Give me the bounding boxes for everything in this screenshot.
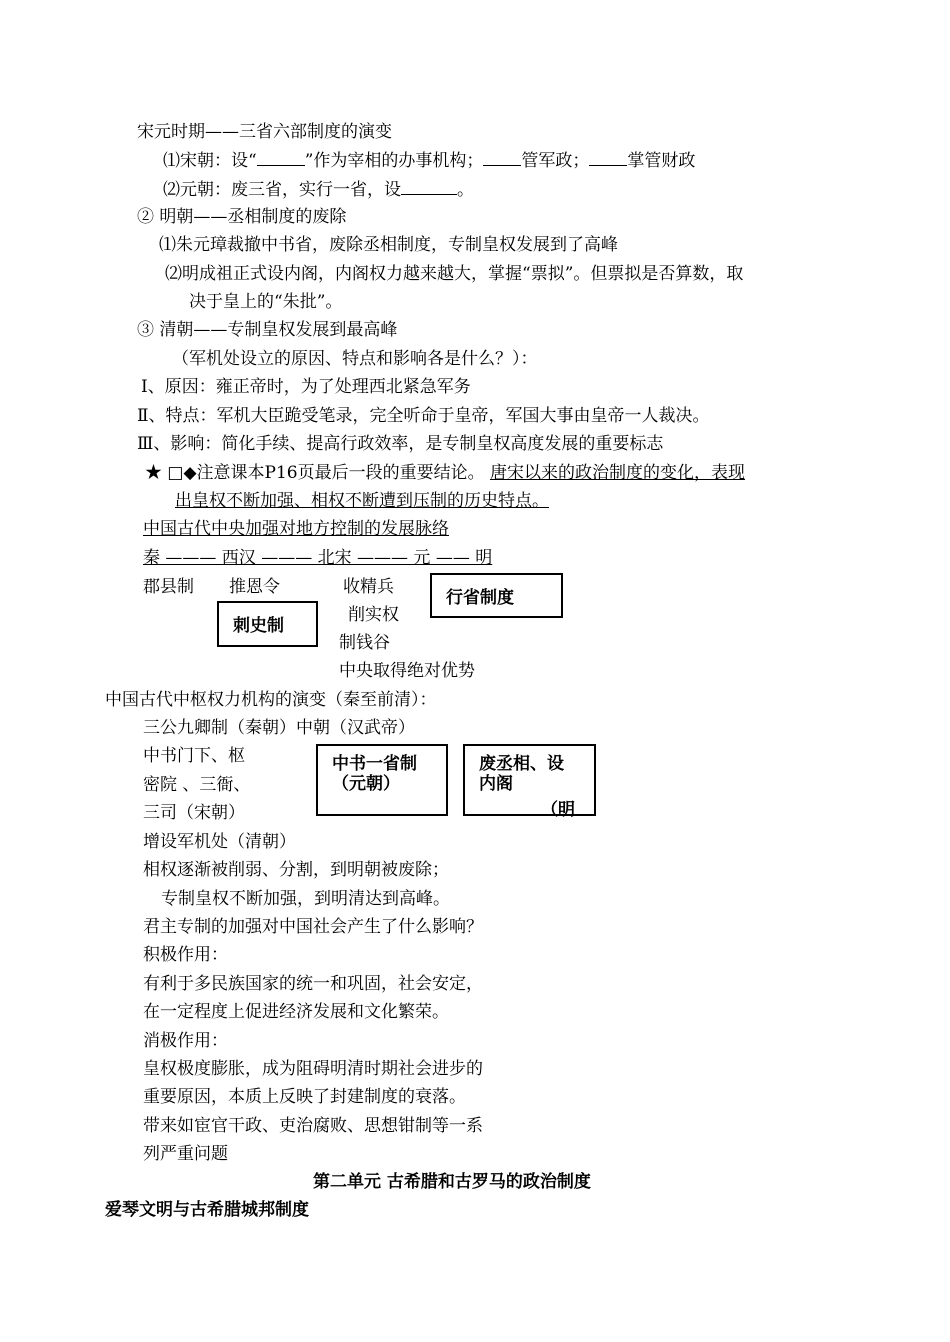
positive-line-2: 在一定程度上促进经济发展和文化繁荣。 — [143, 1002, 449, 1022]
summary-line-1: 相权逐渐被削弱、分割，到明朝被废除； — [143, 860, 449, 880]
impact-line: Ⅲ、影响：简化手续、提高行政效率，是专制皇权高度发展的重要标志 — [137, 434, 664, 454]
conclusion-cont: 出皇权不断加强、相权不断遭到压制的历史特点。 — [175, 491, 549, 511]
text-segment: 。 — [457, 180, 474, 200]
fill-blank — [401, 178, 457, 195]
central-organ-heading: 中国古代中枢权力机构的演变（秦至前清）： — [105, 690, 437, 710]
box-label: 刺史制 — [233, 616, 284, 636]
fill-blank — [483, 149, 521, 166]
lesson-heading: 爱琴文明与古希腊城邦制度 — [105, 1200, 309, 1220]
negative-line-3: 带来如宦官干政、吏治腐败、思想钳制等一系 — [143, 1116, 483, 1136]
note-line — [145, 462, 745, 484]
text-segment: 管军政； — [521, 151, 590, 171]
label-tuien: 推恩令 — [229, 577, 280, 597]
feature-line: Ⅱ、特点：军机大臣跪受笔录，完全听命于皇帝，军国大事由皇帝一人裁决。 — [137, 406, 710, 426]
dynasty-timeline: 秦 ——— 西汉 ——— 北宋 ——— 元 —— 明 — [143, 548, 493, 568]
text-segment: ⑵元朝：废三省，实行一省，设 — [163, 180, 401, 200]
box-label: 废丞相、设 — [479, 754, 564, 774]
box-cishi — [217, 601, 318, 647]
label-shoujingbing: 收精兵 — [343, 577, 394, 597]
qing-line: 增设军机处（清朝） — [143, 832, 296, 852]
positive-heading: 积极作用： — [143, 945, 228, 965]
question-line: （军机处设立的原因、特点和影响各是什么？）： — [172, 349, 538, 369]
box-label: 内阁 — [479, 774, 513, 794]
summary-line-2: 专制皇权不断加强，到明清达到高峰。 — [161, 889, 450, 909]
label-junxian: 郡县制 — [143, 577, 194, 597]
yuan-dynasty-line — [163, 178, 474, 201]
song-line-2: 密院 、三衙、 — [143, 775, 251, 795]
ming-point-2: ⑵明成祖正式设内阁，内阁权力越来越大，掌握“票拟”。但票拟是否算数，取 — [165, 264, 744, 284]
section-heading-song-yuan: 宋元时期——三省六部制度的演变 — [137, 122, 392, 142]
box-label: 行省制度 — [446, 588, 514, 608]
reason-line: Ⅰ、原因：雍正帝时，为了处理西北紧急军务 — [141, 377, 471, 397]
song-line-3: 三司（宋朝） — [143, 803, 245, 823]
song-line-1: 中书门下、枢 — [143, 746, 245, 766]
label-zhiqiangu: 制钱谷 — [339, 633, 390, 653]
box-feichengxiang — [463, 744, 596, 820]
song-dynasty-line — [163, 149, 695, 172]
box-label: 中书一省制 — [332, 754, 417, 774]
positive-line-1: 有利于多民族国家的统一和巩固，社会安定， — [143, 974, 483, 994]
box-label: （明 — [541, 800, 575, 820]
fill-blank — [589, 149, 627, 166]
label-central-advantage: 中央取得绝对优势 — [339, 661, 475, 681]
negative-line-1: 皇权极度膨胀，成为阻碍明清时期社会进步的 — [143, 1059, 483, 1079]
ming-point-2-cont: 决于皇上的“朱批”。 — [189, 292, 343, 312]
negative-line-2: 重要原因，本质上反映了封建制度的衰落。 — [143, 1087, 466, 1107]
box-label: （元朝） — [332, 774, 400, 794]
box-zhongshu — [316, 744, 448, 816]
note-text: ★ □◆注意课本P16页最后一段的重要结论。 — [145, 463, 485, 483]
box-xingsheng — [430, 573, 563, 618]
impact-question: 君主专制的加强对中国社会产生了什么影响？ — [143, 917, 483, 937]
fill-blank — [257, 149, 305, 166]
text-segment: 掌管财政 — [627, 151, 696, 171]
ming-point-1: ⑴朱元璋裁撤中书省，废除丞相制度，专制皇权发展到了高峰 — [159, 235, 618, 255]
qin-han-line: 三公九卿制（秦朝）中朝（汉武帝） — [143, 718, 415, 738]
conclusion-underlined: 唐宋以来的政治制度的变化，表现 — [490, 463, 746, 483]
section-heading-qing: ③ 清朝——专制皇权发展到最高峰 — [137, 320, 398, 340]
section-heading-ming: ② 明朝——丞相制度的废除 — [137, 207, 347, 227]
local-control-heading: 中国古代中央加强对地方控制的发展脉络 — [143, 519, 449, 539]
label-xueshiquan: 削实权 — [348, 605, 399, 625]
text-segment: ”作为宰相的办事机构； — [304, 151, 484, 171]
text-segment: ⑴宋朝：设“ — [163, 151, 257, 171]
negative-heading: 消极作用： — [143, 1031, 228, 1051]
unit-heading: 第二单元 古希腊和古罗马的政治制度 — [313, 1172, 591, 1192]
negative-line-4: 列严重问题 — [143, 1144, 228, 1164]
